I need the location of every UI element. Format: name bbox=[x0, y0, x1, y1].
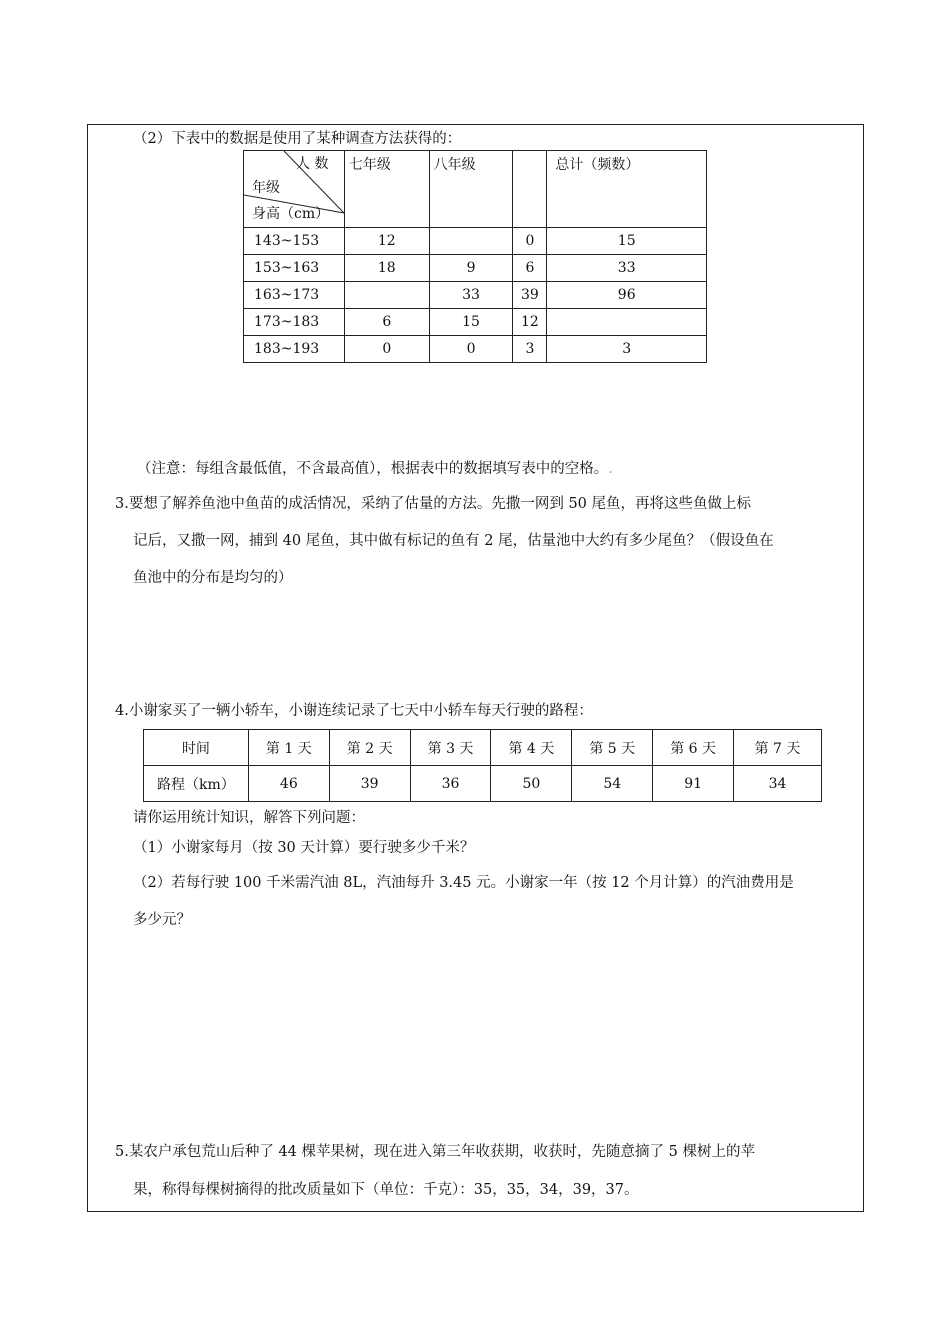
table-corner-cell bbox=[244, 151, 345, 228]
table-cell: 0 bbox=[513, 228, 547, 255]
header-blank bbox=[513, 151, 547, 228]
header-grade8: 八年级 bbox=[429, 151, 513, 228]
table-cell: 15 bbox=[547, 228, 707, 255]
table-cell: 12 bbox=[513, 309, 547, 336]
q3-line2: 记后，又撒一网，捕到 40 尾鱼，其中做有标记的鱼有 2 尾，估量池中大约有多少尾鱼？（假设鱼在 bbox=[133, 533, 774, 549]
table-cell: 3 bbox=[547, 336, 707, 363]
table-cell: 34 bbox=[734, 766, 822, 802]
corner-label-height: 身高（cm） bbox=[252, 206, 330, 222]
table-cell bbox=[429, 228, 513, 255]
table-cell: 50 bbox=[491, 766, 572, 802]
table-cell: 3 bbox=[513, 336, 547, 363]
table-cell: 0 bbox=[429, 336, 513, 363]
range-cell: 143~153 bbox=[244, 228, 345, 255]
header-day: 第 6 天 bbox=[653, 730, 734, 766]
q2-note-text: （注意：每组含最低值，不含最高值），根据表中的数据填写表中的空格。 bbox=[137, 461, 609, 477]
table-cell: 6 bbox=[344, 309, 429, 336]
table-cell: 15 bbox=[429, 309, 513, 336]
table-cell: 39 bbox=[329, 766, 410, 802]
q4-sub1: （1）小谢家每月（按 30 天计算）要行驶多少千米？ bbox=[133, 840, 475, 856]
header-day: 第 2 天 bbox=[329, 730, 410, 766]
table-cell: 33 bbox=[547, 255, 707, 282]
q5-line1: 5.某农户承包荒山后种了 44 棵苹果树，现在进入第三年收获期，收获时，先随意摘了 5 棵树上的苹 bbox=[115, 1144, 755, 1160]
q4-sub2-line2: 多少元？ bbox=[133, 912, 191, 928]
table-row bbox=[244, 309, 707, 336]
range-cell: 153~163 bbox=[244, 255, 345, 282]
table-cell: 9 bbox=[429, 255, 513, 282]
height-frequency-table bbox=[243, 150, 707, 363]
q2-note bbox=[137, 459, 613, 479]
q3-line1: 3.要想了解养鱼池中鱼苗的成活情况，采纳了估量的方法。先撒一网到 50 尾鱼，再将这些鱼做上标 bbox=[115, 496, 751, 512]
q3-line3: 鱼池中的分布是均匀的） bbox=[133, 570, 293, 586]
header-time: 时间 bbox=[144, 730, 249, 766]
corner-label-grade: 年级 bbox=[252, 180, 280, 196]
q4-prompt: 请你运用统计知识，解答下列问题： bbox=[133, 810, 365, 826]
table-cell: 12 bbox=[344, 228, 429, 255]
q2-intro: （2）下表中的数据是使用了某种调查方法获得的： bbox=[133, 131, 462, 147]
corner-label-count: 人 数 bbox=[296, 156, 329, 172]
range-cell: 163~173 bbox=[244, 282, 345, 309]
table-cell bbox=[344, 282, 429, 309]
table-cell: 18 bbox=[344, 255, 429, 282]
table-cell: 6 bbox=[513, 255, 547, 282]
table-cell: 36 bbox=[410, 766, 491, 802]
table-cell: 33 bbox=[429, 282, 513, 309]
table-row bbox=[244, 228, 707, 255]
range-cell: 183~193 bbox=[244, 336, 345, 363]
header-day: 第 1 天 bbox=[248, 730, 329, 766]
table-cell bbox=[547, 309, 707, 336]
table-row bbox=[244, 282, 707, 309]
table-row bbox=[244, 336, 707, 363]
table-cell: 91 bbox=[653, 766, 734, 802]
header-day: 第 5 天 bbox=[572, 730, 653, 766]
table-cell: 0 bbox=[344, 336, 429, 363]
row-label-distance: 路程（km） bbox=[144, 766, 249, 802]
daily-distance-table bbox=[143, 729, 822, 802]
table-cell: 39 bbox=[513, 282, 547, 309]
header-grade7: 七年级 bbox=[344, 151, 429, 228]
q5-line2: 果，称得每棵树摘得的批改质量如下（单位：千克）：35，35，34，39，37。 bbox=[133, 1182, 639, 1198]
table-header-row bbox=[244, 151, 707, 228]
q4-intro: 4.小谢家买了一辆小轿车，小谢连续记录了七天中小轿车每天行驶的路程： bbox=[115, 703, 593, 719]
header-total: 总计（频数） bbox=[547, 151, 707, 228]
header-day: 第 3 天 bbox=[410, 730, 491, 766]
table-cell: 54 bbox=[572, 766, 653, 802]
q4-sub2-line1: （2）若每行驶 100 千米需汽油 8L，汽油每升 3.45 元。小谢家一年（按 12 个月计算）的汽油费用是 bbox=[133, 875, 794, 891]
header-day: 第 7 天 bbox=[734, 730, 822, 766]
table-row bbox=[144, 766, 822, 802]
table-cell: 46 bbox=[248, 766, 329, 802]
table-header-row bbox=[144, 730, 822, 766]
table-cell: 96 bbox=[547, 282, 707, 309]
range-cell: 173~183 bbox=[244, 309, 345, 336]
table-row bbox=[244, 255, 707, 282]
header-day: 第 4 天 bbox=[491, 730, 572, 766]
q2-note-dot: . bbox=[608, 461, 613, 477]
